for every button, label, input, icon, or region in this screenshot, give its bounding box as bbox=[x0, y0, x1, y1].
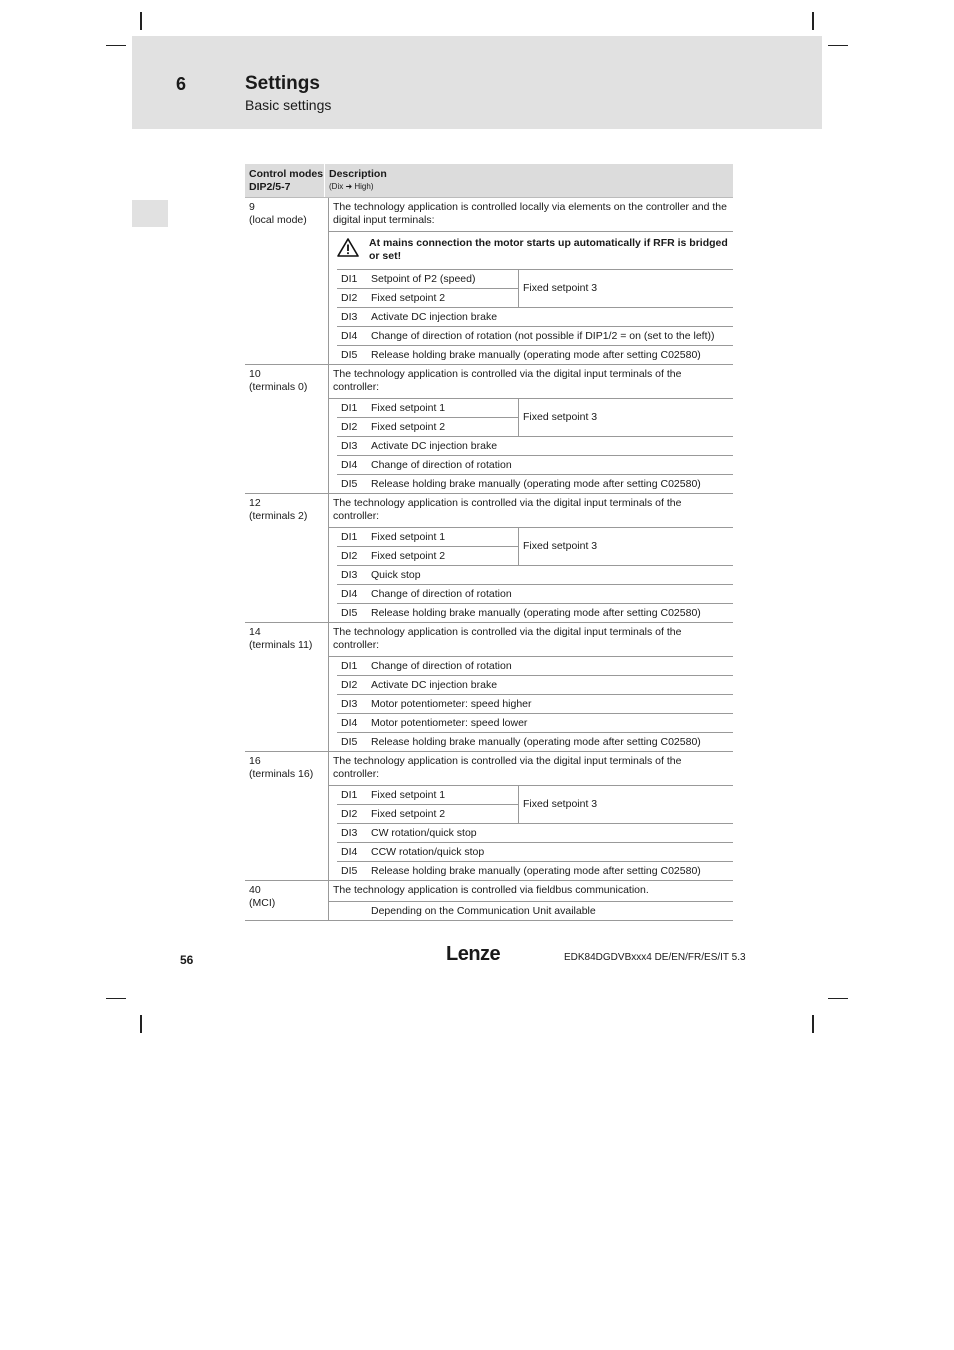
fixed-setpoint-group bbox=[337, 399, 733, 437]
input-function: Motor potentiometer: speed lower bbox=[371, 717, 528, 729]
input-row bbox=[337, 418, 518, 436]
input-function: Release holding brake manually (operating mode after setting C02580) bbox=[371, 349, 701, 361]
mode-cell bbox=[245, 494, 329, 622]
input-row bbox=[337, 604, 733, 622]
input-row bbox=[337, 308, 733, 327]
input-row bbox=[337, 547, 518, 565]
input-row bbox=[337, 862, 733, 880]
fixed-setpoint-group bbox=[337, 528, 733, 566]
input-terminal: DI1 bbox=[341, 273, 358, 285]
input-function: Change of direction of rotation bbox=[371, 660, 512, 672]
column-header-description bbox=[325, 164, 733, 197]
warning-note bbox=[337, 232, 733, 270]
input-function: Activate DC injection brake bbox=[371, 679, 498, 691]
mode-name: (terminals 11) bbox=[249, 639, 313, 651]
crop-mark bbox=[140, 12, 142, 30]
input-terminal: DI4 bbox=[341, 330, 358, 342]
chapter-number: 6 bbox=[176, 74, 187, 94]
input-row bbox=[337, 399, 518, 418]
warning-text: At mains connection the motor starts up automatically if RFR is bridged or set! bbox=[369, 237, 728, 262]
fixed-setpoint-group bbox=[337, 270, 733, 308]
column-header-control-modes: Control modes DIP2/5-7 bbox=[245, 164, 325, 197]
input-terminal: DI4 bbox=[341, 588, 358, 600]
input-function: Motor potentiometer: speed higher bbox=[371, 698, 532, 710]
input-row bbox=[337, 289, 518, 307]
mode-intro: The technology application is controlled via the digital input terminals of the controller: bbox=[329, 494, 733, 528]
mode-name: (terminals 0) bbox=[249, 381, 308, 393]
input-terminal: DI2 bbox=[341, 292, 358, 304]
mode-name: (local mode) bbox=[249, 214, 307, 226]
crop-mark bbox=[106, 45, 126, 46]
input-function: Fixed setpoint 1 bbox=[371, 789, 446, 801]
input-function: Depending on the Communication Unit available bbox=[371, 905, 596, 917]
combined-function: Fixed setpoint 3 bbox=[523, 798, 598, 810]
input-row bbox=[337, 695, 733, 714]
input-row bbox=[337, 902, 733, 920]
page-title: Settings bbox=[245, 73, 320, 94]
input-row bbox=[337, 456, 733, 475]
chapter-side-tab bbox=[132, 200, 168, 227]
input-terminal: DI5 bbox=[341, 736, 358, 748]
input-function: Activate DC injection brake bbox=[371, 311, 498, 323]
input-row bbox=[337, 327, 733, 346]
mode-cell bbox=[245, 623, 329, 751]
input-terminal: DI3 bbox=[341, 827, 358, 839]
input-function: Fixed setpoint 2 bbox=[371, 292, 446, 304]
mode-description bbox=[329, 623, 733, 751]
input-function: Fixed setpoint 2 bbox=[371, 421, 446, 433]
crop-mark bbox=[140, 1015, 142, 1033]
fixed-setpoint-group bbox=[337, 786, 733, 824]
input-terminal: DI5 bbox=[341, 607, 358, 619]
input-terminal: DI3 bbox=[341, 698, 358, 710]
mode-name: (terminals 2) bbox=[249, 510, 308, 522]
input-function: Release holding brake manually (operating mode after setting C02580) bbox=[371, 865, 701, 877]
input-terminal: DI1 bbox=[341, 660, 358, 672]
mode-description bbox=[329, 494, 733, 622]
input-function: Release holding brake manually (operating mode after setting C02580) bbox=[371, 478, 701, 490]
input-terminal: DI3 bbox=[341, 440, 358, 452]
input-terminal: DI3 bbox=[341, 569, 358, 581]
mode-intro: The technology application is controlled locally via elements on the controller and the digital input terminals: bbox=[329, 198, 733, 232]
brand-logo: Lenze bbox=[446, 943, 501, 965]
mode-row bbox=[245, 198, 733, 365]
input-row bbox=[337, 437, 733, 456]
mode-code: 40 bbox=[249, 884, 261, 896]
input-terminal: DI2 bbox=[341, 679, 358, 691]
input-terminal: DI4 bbox=[341, 846, 358, 858]
input-terminal: DI3 bbox=[341, 311, 358, 323]
input-row bbox=[337, 824, 733, 843]
combined-function: Fixed setpoint 3 bbox=[523, 411, 598, 423]
input-terminal: DI5 bbox=[341, 349, 358, 361]
mode-code: 14 bbox=[249, 626, 261, 638]
mode-description bbox=[329, 198, 733, 364]
mode-code: 10 bbox=[249, 368, 261, 380]
input-terminal bbox=[337, 902, 371, 920]
crop-mark bbox=[812, 12, 814, 30]
crop-mark bbox=[828, 998, 848, 999]
input-function: Change of direction of rotation bbox=[371, 588, 512, 600]
input-row bbox=[337, 528, 518, 547]
mode-cell bbox=[245, 881, 329, 920]
input-function: Fixed setpoint 2 bbox=[371, 550, 446, 562]
mode-cell bbox=[245, 365, 329, 493]
input-terminal: DI4 bbox=[341, 717, 358, 729]
mode-intro: The technology application is controlled via the digital input terminals of the controller: bbox=[329, 752, 733, 786]
input-row bbox=[337, 676, 733, 695]
crop-mark bbox=[812, 1015, 814, 1033]
mode-row bbox=[245, 752, 733, 881]
input-terminal: DI5 bbox=[341, 478, 358, 490]
crop-mark bbox=[828, 45, 848, 46]
input-row bbox=[337, 714, 733, 733]
input-terminal: DI2 bbox=[341, 550, 358, 562]
mode-description bbox=[329, 752, 733, 880]
input-function: Release holding brake manually (operating mode after setting C02580) bbox=[371, 607, 701, 619]
page-number: 56 bbox=[180, 953, 194, 967]
mode-name: (terminals 16) bbox=[249, 768, 314, 780]
mode-intro: The technology application is controlled via the digital input terminals of the controller: bbox=[329, 365, 733, 399]
input-terminal: DI4 bbox=[341, 459, 358, 471]
input-function: Change of direction of rotation bbox=[371, 459, 512, 471]
input-row bbox=[337, 346, 733, 364]
input-function: CW rotation/quick stop bbox=[371, 827, 477, 839]
mode-code: 16 bbox=[249, 755, 261, 767]
input-function: CCW rotation/quick stop bbox=[371, 846, 485, 858]
description-header-label: Description bbox=[329, 168, 387, 180]
description-header-sub: (Dix ➜ High) bbox=[329, 182, 374, 191]
input-terminal: DI1 bbox=[341, 531, 358, 543]
mode-intro: The technology application is controlled via the digital input terminals of the controller: bbox=[329, 623, 733, 657]
input-function: Fixed setpoint 1 bbox=[371, 402, 446, 414]
input-function: Fixed setpoint 2 bbox=[371, 808, 446, 820]
input-function: Release holding brake manually (operating mode after setting C02580) bbox=[371, 736, 701, 748]
input-terminal: DI2 bbox=[341, 808, 358, 820]
input-terminal: DI1 bbox=[341, 789, 358, 801]
input-function: Change of direction of rotation (not possible if DIP1/2 = on (set to the left)) bbox=[371, 330, 715, 342]
mode-intro: The technology application is controlled via fieldbus communication. bbox=[329, 881, 733, 902]
warning-triangle-icon bbox=[337, 238, 359, 257]
mode-row bbox=[245, 623, 733, 752]
input-terminal: DI5 bbox=[341, 865, 358, 877]
mode-row bbox=[245, 494, 733, 623]
mode-cell bbox=[245, 752, 329, 880]
mode-code: 12 bbox=[249, 497, 261, 509]
input-function: Setpoint of P2 (speed) bbox=[371, 273, 476, 285]
input-function: Activate DC injection brake bbox=[371, 440, 498, 452]
input-terminal: DI2 bbox=[341, 421, 358, 433]
input-row bbox=[337, 270, 518, 289]
input-row bbox=[337, 733, 733, 751]
page-subtitle: Basic settings bbox=[245, 97, 332, 113]
mode-code: 9 bbox=[249, 201, 255, 213]
input-row bbox=[337, 475, 733, 493]
input-row bbox=[337, 843, 733, 862]
mode-rows bbox=[245, 198, 733, 921]
input-function: Fixed setpoint 1 bbox=[371, 531, 446, 543]
control-modes-table bbox=[245, 164, 733, 921]
table-header bbox=[245, 164, 733, 198]
input-terminal: DI1 bbox=[341, 402, 358, 414]
mode-name: (MCI) bbox=[249, 897, 276, 909]
input-row bbox=[337, 805, 518, 823]
mode-description bbox=[329, 881, 733, 920]
document-id: EDK84DGDVBxxx4 DE/EN/FR/ES/IT 5.3 bbox=[564, 952, 746, 963]
input-row bbox=[337, 585, 733, 604]
input-row bbox=[337, 657, 733, 676]
crop-mark bbox=[106, 998, 126, 999]
input-function: Quick stop bbox=[371, 569, 421, 581]
input-row bbox=[337, 566, 733, 585]
input-row bbox=[337, 786, 518, 805]
mode-cell bbox=[245, 198, 329, 364]
mode-row bbox=[245, 881, 733, 921]
mode-description bbox=[329, 365, 733, 493]
chapter-header-band bbox=[132, 36, 822, 129]
mode-row bbox=[245, 365, 733, 494]
combined-function: Fixed setpoint 3 bbox=[523, 540, 598, 552]
combined-function: Fixed setpoint 3 bbox=[523, 282, 598, 294]
